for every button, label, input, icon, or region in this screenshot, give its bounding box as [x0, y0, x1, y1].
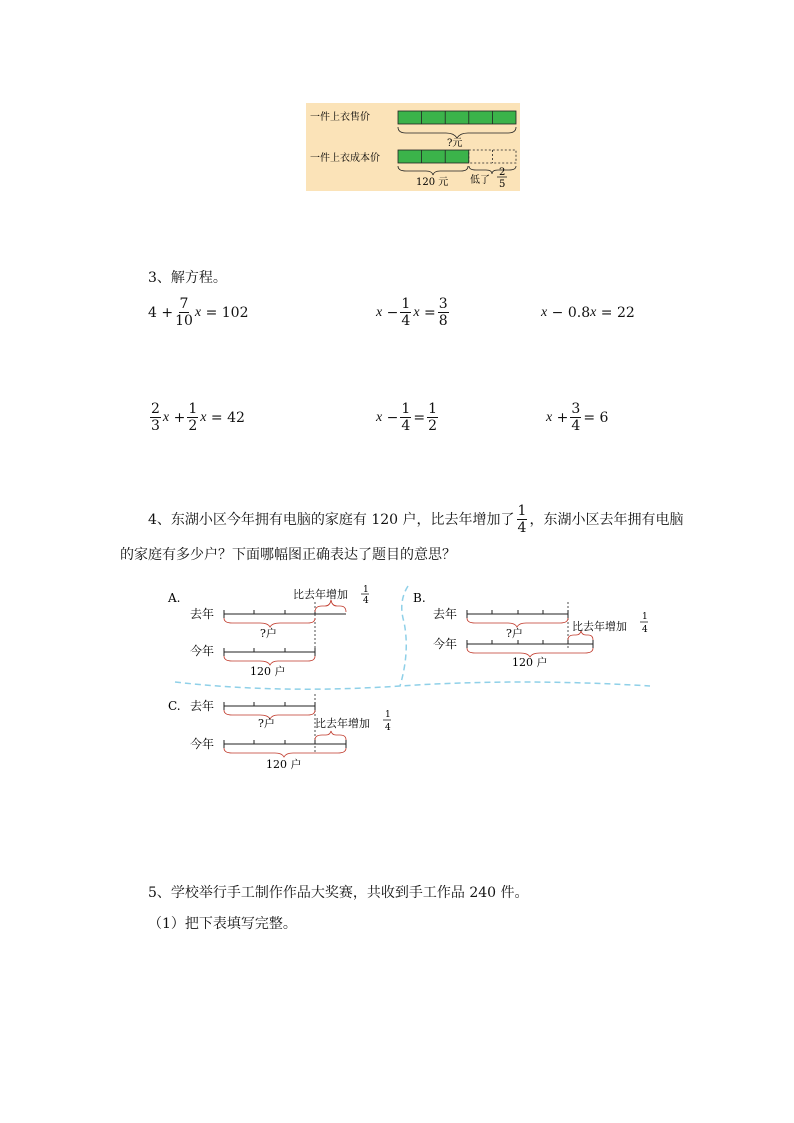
- option-c-label: C.: [168, 699, 181, 713]
- fraction: $\frac{1}{2}$: [428, 401, 437, 434]
- fraction: $\frac{7}{10}$: [175, 296, 193, 329]
- vertical-divider: [400, 586, 408, 686]
- this-year-label: 今年: [433, 637, 458, 651]
- equation-1: 4 + $\frac{7}{10}$ x = 102: [148, 296, 249, 329]
- q3-title: 3、解方程。: [148, 270, 227, 286]
- increase-label: 比去年增加: [315, 717, 370, 730]
- increase-frac-num: 1: [385, 710, 391, 720]
- this-year-label: 今年: [190, 644, 215, 658]
- lower-frac-num: 2: [499, 167, 506, 178]
- unknown-households: ?户: [258, 717, 275, 730]
- option-b: [413, 591, 648, 669]
- unknown-price: ?元: [447, 138, 463, 149]
- increase-frac-den: 4: [385, 723, 391, 733]
- fraction: $\frac{2}{3}$: [151, 401, 160, 434]
- last-year-label: 去年: [433, 607, 458, 621]
- fraction: $\frac{1}{4}$: [517, 503, 527, 536]
- equation-6: x + $\frac{3}{4}$ = 6: [546, 401, 609, 434]
- unknown-households: ?户: [506, 627, 523, 640]
- increase-label: 比去年增加: [572, 620, 627, 633]
- households-value: 120 户: [266, 758, 302, 771]
- this-year-label: 今年: [190, 737, 215, 751]
- q4-question-line1: 4、东湖小区今年拥有电脑的家庭有 120 户，比去年增加了 $\frac{1}{4}$ ，东湖小区去年拥有电脑: [148, 503, 684, 536]
- option-b-label: B.: [413, 591, 426, 605]
- last-year-label: 去年: [190, 699, 215, 713]
- fraction: $\frac{3}{4}$: [571, 401, 581, 434]
- increase-frac-num: 1: [642, 612, 648, 622]
- households-value: 120 户: [512, 656, 548, 669]
- increase-frac-den: 4: [363, 596, 369, 606]
- increase-label: 比去年增加: [293, 588, 348, 601]
- lower-text: 低了: [470, 175, 490, 186]
- fraction: $\frac{3}{8}$: [438, 296, 448, 329]
- equation-4: $\frac{2}{3}$ x + $\frac{1}{2}$ x = 42: [151, 401, 245, 434]
- fraction: $\frac{1}{4}$: [401, 401, 411, 434]
- lower-frac-den: 5: [499, 179, 506, 190]
- unknown-households: ?户: [260, 627, 277, 640]
- households-value: 120 户: [250, 665, 286, 678]
- row2-label: 一件上衣成本价: [310, 153, 380, 164]
- price-bar-diagram: [306, 103, 520, 191]
- option-a-label: A.: [168, 591, 181, 605]
- q4-question-line2: 的家庭有多少户？下面哪幅图正确表达了题目的意思？: [120, 547, 456, 563]
- q4-options-diagram: [160, 582, 660, 778]
- cost-value: 120 元: [416, 177, 449, 188]
- equation-2: x − $\frac{1}{4}$ x = $\frac{3}{8}$: [376, 296, 448, 329]
- horizontal-divider: [175, 682, 650, 689]
- increase-frac-den: 4: [642, 625, 648, 635]
- option-c: [168, 694, 391, 771]
- equation-5: x − $\frac{1}{4}$ = $\frac{1}{2}$: [376, 401, 437, 434]
- last-year-label: 去年: [190, 607, 215, 621]
- row1-label: 一件上衣售价: [310, 112, 370, 123]
- selling-price-bar: [398, 111, 516, 124]
- q5-sub1: （1）把下表填写完整。: [148, 916, 297, 932]
- option-a: [167, 585, 369, 678]
- increase-frac-num: 1: [363, 585, 369, 595]
- fraction: $\frac{1}{4}$: [401, 296, 411, 329]
- q5-title: 5、学校举行手工制作作品大奖赛，共收到手工作品 240 件。: [148, 885, 529, 901]
- fraction: $\frac{1}{2}$: [188, 401, 198, 434]
- equation-3: x − 0.8 x = 22: [541, 305, 635, 321]
